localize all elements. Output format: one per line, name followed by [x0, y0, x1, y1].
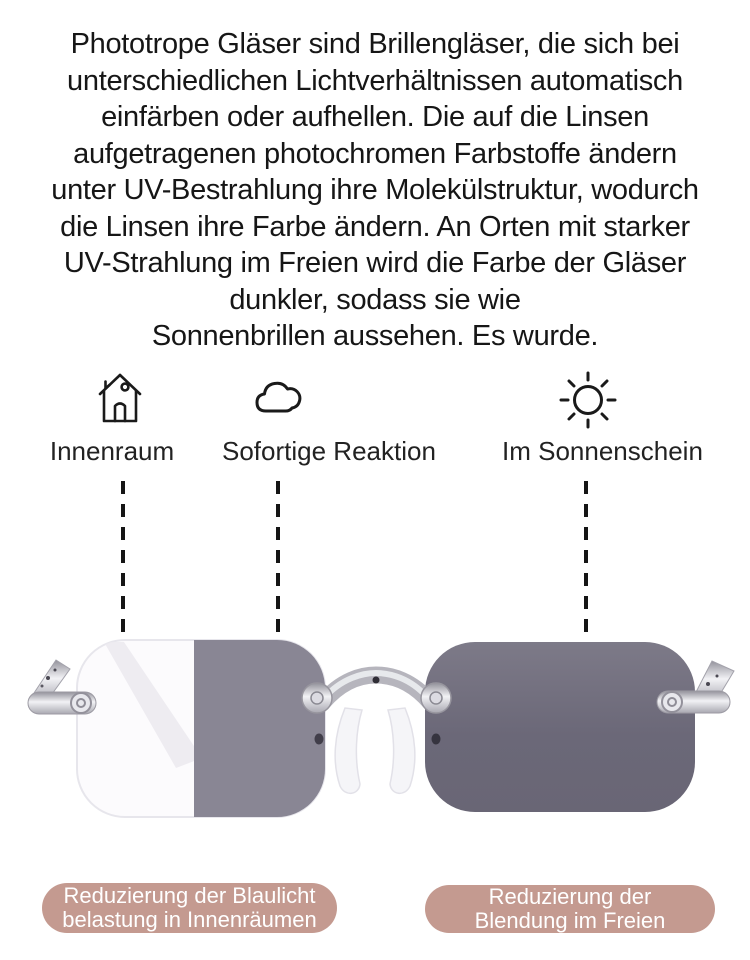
intro-line: unter UV-Bestrahlung ihre Molekülstruktur, wodurch — [51, 174, 699, 206]
house-icon — [97, 372, 143, 424]
intro-line: die Linsen ihre Farbe ändern. An Orten mit starker — [60, 210, 690, 243]
badge-line: Reduzierung der — [488, 883, 652, 909]
intro-paragraph — [0, 26, 750, 355]
left-lens — [77, 638, 327, 819]
badge-line: Reduzierung der Blaulicht — [63, 882, 316, 908]
right-lens — [425, 642, 695, 812]
intro-line: unterschiedlichen Lichtverhältnissen automatisch — [67, 64, 683, 97]
glasses-photo — [0, 600, 750, 880]
feature-label-im-sonnenschein: Im Sonnenschein — [502, 436, 703, 466]
nose-pads — [335, 708, 415, 793]
badge-line: belastung in Innenräumen — [62, 907, 317, 932]
sun-icon — [557, 369, 619, 431]
badge-indoor-bluelight — [42, 883, 337, 933]
intro-line: Phototrope Gläser sind Brillengläser, die sich bei — [70, 28, 680, 60]
feature-label-innenraum: Innenraum — [49, 436, 175, 466]
intro-line: einfärben oder aufhellen. Die auf die Linsen — [101, 101, 649, 133]
intro-line: dunkler, sodass sie wie — [229, 283, 521, 316]
intro-line: Sonnenbrillen aussehen. Es wurde. — [151, 320, 599, 352]
cloud-icon — [254, 377, 304, 414]
badge-line: Blendung im Freien — [474, 908, 666, 933]
feature-label-sofortige-reaktion: Sofortige Reaktion — [222, 436, 436, 466]
intro-line: aufgetragenen photochromen Farbstoffe ändern — [73, 137, 677, 170]
intro-line: UV-Strahlung im Freien wird die Farbe der Gläser — [63, 247, 687, 279]
badge-outdoor-glare — [425, 885, 715, 933]
